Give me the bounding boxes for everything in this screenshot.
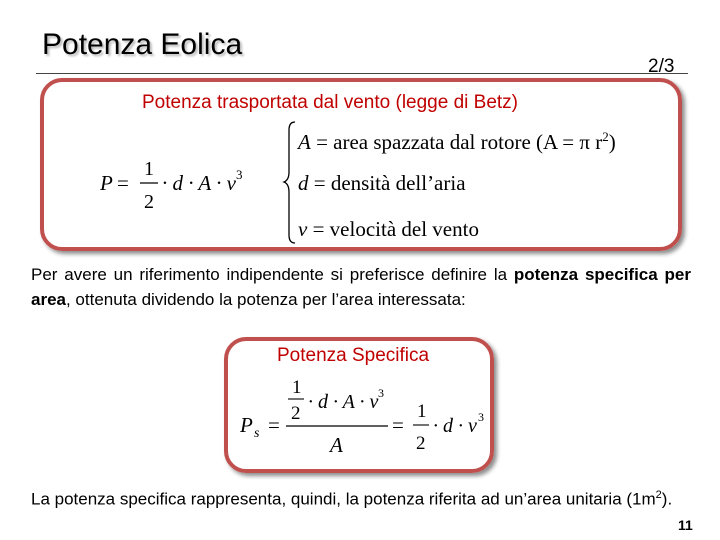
ps-outer-den: A: [330, 433, 343, 457]
ps-inner-exp: 3: [378, 386, 384, 400]
specific-power-formula: [240, 372, 490, 460]
definition-density: d = densità dell’aria: [298, 171, 466, 195]
betz-formula: [100, 150, 260, 220]
paragraph-unit-area: La potenza specifica rappresenta, quindi, la potenza riferita ad un’area unitaria $(1m^2)$.: [31, 489, 673, 509]
ps-rest2: · d · v: [433, 415, 477, 437]
ps-inner-rest: · d · A · v: [308, 391, 379, 413]
formula-exp: 3: [236, 167, 243, 182]
ps-den2: 2: [416, 433, 426, 454]
specific-power-term: potenza specifica per area: [31, 265, 691, 309]
formula-lhs: P: [100, 171, 113, 195]
slide-title: Potenza Eolica: [42, 28, 243, 61]
definition-velocity: v = velocità del vento: [298, 217, 479, 241]
formula-den: 2: [144, 191, 154, 213]
formula-eq: =: [117, 171, 129, 195]
definition-area: A = area spazzata dal rotore (A = π $r^2$): [298, 129, 616, 154]
ps-inner-num: 1: [292, 377, 302, 398]
paragraph-specific-power: Per avere un riferimento indipendente si preferisce definire la potenza specifica per area, ottenuta dividendo la potenza per l’area interessata:: [31, 265, 691, 309]
betz-law-heading: Potenza trasportata dal vento (legge di Betz): [142, 92, 519, 113]
ps-exp2: 3: [478, 410, 484, 424]
specific-power-heading: Potenza Specifica: [277, 345, 430, 366]
ps-eq1: =: [268, 413, 280, 437]
title-divider: [36, 73, 688, 74]
definitions-list: [298, 124, 616, 262]
ps-inner-den: 2: [291, 403, 301, 424]
definitions-brace: [282, 120, 298, 245]
formula-num: 1: [144, 158, 154, 180]
ps-lhs: P: [240, 413, 253, 437]
ps-num2: 1: [417, 401, 427, 422]
page-fraction: 2/3: [648, 56, 675, 77]
ps-eq2: =: [392, 413, 404, 437]
page-number: 11: [678, 517, 693, 533]
ps-sub: s: [254, 426, 260, 441]
formula-rhs: · d · A · v: [162, 171, 236, 195]
